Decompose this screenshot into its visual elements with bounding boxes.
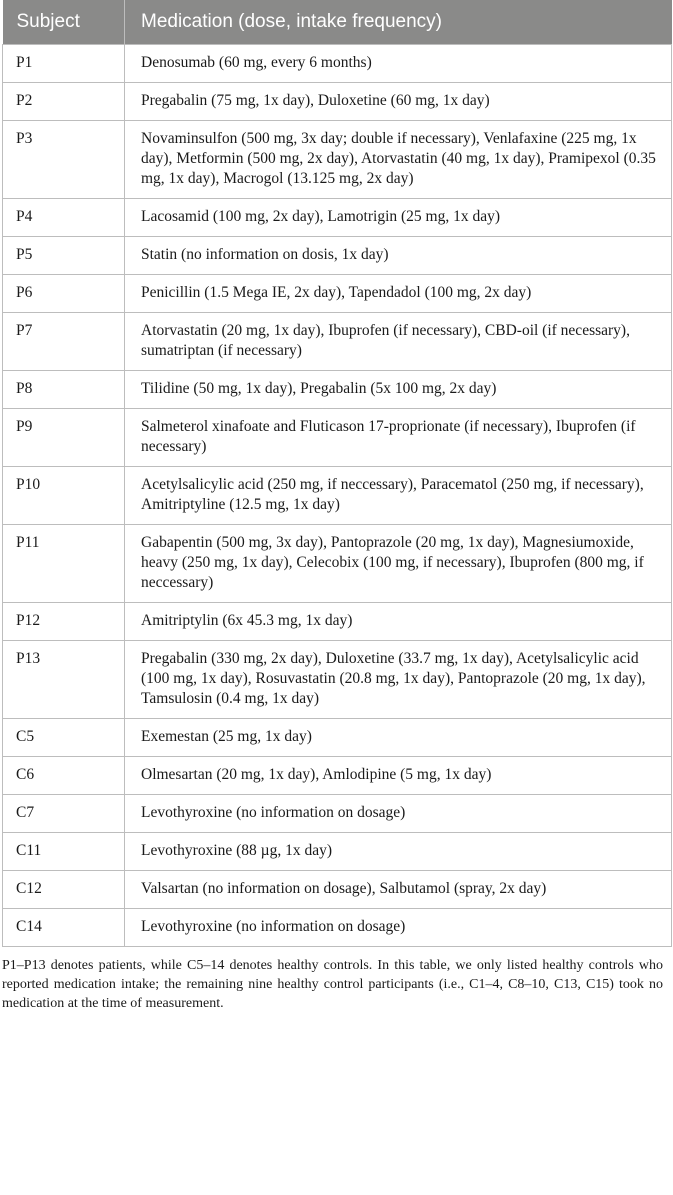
medication-cell: Levothyroxine (88 µg, 1x day) <box>125 833 672 871</box>
table-row <box>3 199 672 237</box>
subject-cell: C7 <box>3 795 125 833</box>
table-row <box>3 45 672 83</box>
table-row <box>3 833 672 871</box>
medication-cell: Acetylsalicylic acid (250 mg, if neccessary), Paracematol (250 mg, if necessary), Amitriptyline (12.5 mg, 1x day) <box>125 467 672 525</box>
medication-table <box>2 0 672 947</box>
subject-cell: P11 <box>3 525 125 603</box>
medication-cell: Pregabalin (75 mg, 1x day), Duloxetine (60 mg, 1x day) <box>125 83 672 121</box>
table-footnote: P1–P13 denotes patients, while C5–14 denotes healthy controls. In this table, we only listed healthy controls who reported medication intake; the remaining nine healthy control participants (i.e., C1–4, C8–10, C13, C15) took no medication at the time of measurement. <box>2 958 663 1011</box>
medication-cell: Denosumab (60 mg, every 6 months) <box>125 45 672 83</box>
table-row <box>3 83 672 121</box>
subject-cell: P3 <box>3 121 125 199</box>
subject-cell: P10 <box>3 467 125 525</box>
subject-cell: P8 <box>3 371 125 409</box>
medication-cell: Levothyroxine (no information on dosage) <box>125 909 672 947</box>
subject-cell: P4 <box>3 199 125 237</box>
subject-cell: P7 <box>3 313 125 371</box>
table-header-row <box>3 0 672 45</box>
subject-cell: P12 <box>3 603 125 641</box>
table-row <box>3 641 672 719</box>
subject-cell: P9 <box>3 409 125 467</box>
medication-cell: Olmesartan (20 mg, 1x day), Amlodipine (5 mg, 1x day) <box>125 757 672 795</box>
medication-cell: Exemestan (25 mg, 1x day) <box>125 719 672 757</box>
table-row <box>3 719 672 757</box>
table-row <box>3 525 672 603</box>
subject-cell: P1 <box>3 45 125 83</box>
medication-cell: Lacosamid (100 mg, 2x day), Lamotrigin (25 mg, 1x day) <box>125 199 672 237</box>
medication-cell: Tilidine (50 mg, 1x day), Pregabalin (5x 100 mg, 2x day) <box>125 371 672 409</box>
medication-cell: Pregabalin (330 mg, 2x day), Duloxetine (33.7 mg, 1x day), Acetylsalicylic acid (100 mg, 1x day), Rosuvastatin (20.8 mg, 1x day), Pantoprazole (20 mg, 1x day), Tamsulosin (0.4 mg, 1x day) <box>125 641 672 719</box>
subject-cell: C5 <box>3 719 125 757</box>
table-row <box>3 909 672 947</box>
table-row <box>3 795 672 833</box>
medication-cell: Novaminsulfon (500 mg, 3x day; double if necessary), Venlafaxine (225 mg, 1x day), Metformin (500 mg, 2x day), Atorvastatin (40 mg, 1x day), Pramipexol (0.35 mg, 1x day), Macrogol (13.125 mg, 2x day) <box>125 121 672 199</box>
table-row <box>3 467 672 525</box>
table-row <box>3 603 672 641</box>
table-row <box>3 409 672 467</box>
table-body <box>3 45 672 947</box>
subject-cell: C6 <box>3 757 125 795</box>
header-medication: Medication (dose, intake frequency) <box>125 0 672 45</box>
table-row <box>3 757 672 795</box>
medication-cell: Amitriptylin (6x 45.3 mg, 1x day) <box>125 603 672 641</box>
subject-cell: C12 <box>3 871 125 909</box>
medication-cell: Salmeterol xinafoate and Fluticason 17-proprionate (if necessary), Ibuprofen (if necessary) <box>125 409 672 467</box>
header-subject: Subject <box>3 0 125 45</box>
table-row <box>3 237 672 275</box>
subject-cell: P6 <box>3 275 125 313</box>
medication-cell: Atorvastatin (20 mg, 1x day), Ibuprofen (if necessary), CBD-oil (if necessary), sumatriptan (if necessary) <box>125 313 672 371</box>
table-row <box>3 313 672 371</box>
table-row <box>3 275 672 313</box>
table-row <box>3 371 672 409</box>
subject-cell: P5 <box>3 237 125 275</box>
subject-cell: C11 <box>3 833 125 871</box>
medication-cell: Valsartan (no information on dosage), Salbutamol (spray, 2x day) <box>125 871 672 909</box>
subject-cell: P13 <box>3 641 125 719</box>
medication-cell: Gabapentin (500 mg, 3x day), Pantoprazole (20 mg, 1x day), Magnesiumoxide, heavy (250 mg, 1x day), Celecobix (100 mg, if necessary), Ibuprofen (800 mg, if neccessary) <box>125 525 672 603</box>
table-row <box>3 121 672 199</box>
medication-cell: Statin (no information on dosis, 1x day) <box>125 237 672 275</box>
medication-cell: Levothyroxine (no information on dosage) <box>125 795 672 833</box>
table-row <box>3 871 672 909</box>
subject-cell: P2 <box>3 83 125 121</box>
subject-cell: C14 <box>3 909 125 947</box>
medication-cell: Penicillin (1.5 Mega IE, 2x day), Tapendadol (100 mg, 2x day) <box>125 275 672 313</box>
